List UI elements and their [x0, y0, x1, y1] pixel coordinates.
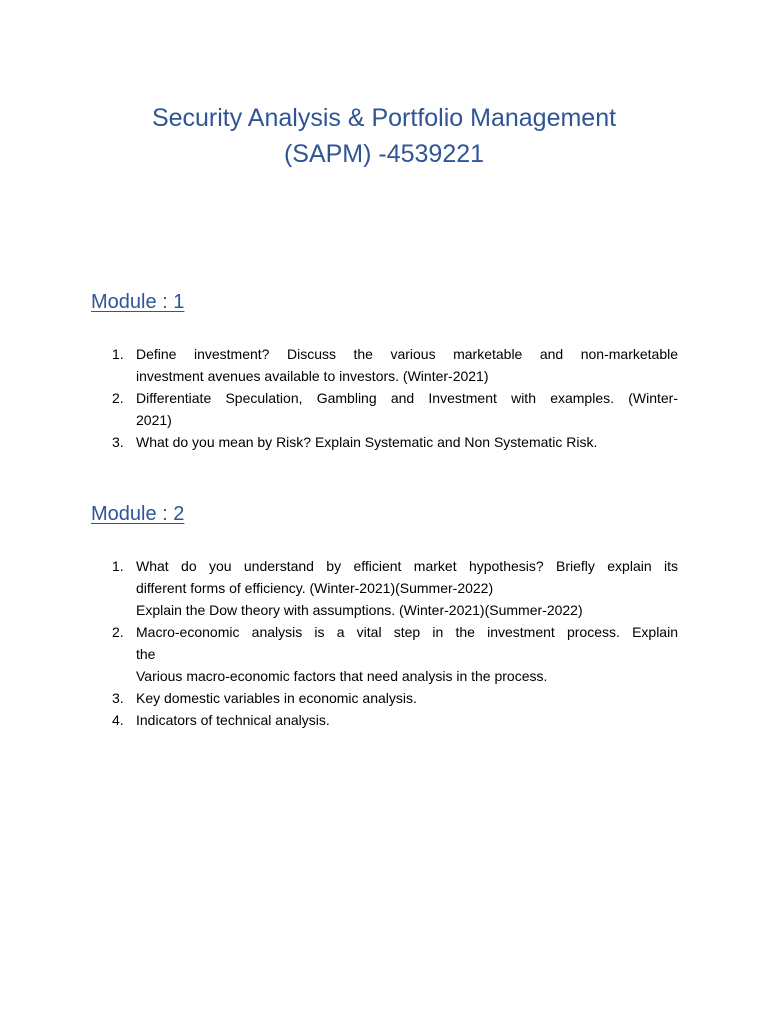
module-2-heading: Module : 2 — [91, 503, 185, 525]
question-number: 2. — [112, 624, 124, 640]
list-item — [0, 431, 768, 453]
question-text-line: What do you mean by Risk? Explain Systematic and Non Systematic Risk. — [136, 434, 598, 450]
question-text-line: Macro-economic analysis is a vital step in the investment process. Explain — [136, 624, 678, 640]
list-item — [0, 687, 768, 709]
document-title-line-1: Security Analysis & Portfolio Management — [151, 104, 617, 132]
question-text-line: Key domestic variables in economic analysis. — [136, 690, 417, 706]
document-title — [0, 100, 768, 172]
question-text-line: Differentiate Speculation, Gambling and Investment with examples. (Winter- — [136, 390, 678, 406]
question-text-line: the — [136, 646, 156, 662]
module-1-question-list — [0, 343, 768, 453]
question-text-line: Explain the Dow theory with assumptions. (Winter-2021)(Summer-2022) — [136, 602, 583, 618]
question-text-line: Indicators of technical analysis. — [136, 712, 330, 728]
list-item — [0, 343, 768, 387]
question-text-line: investment avenues available to investors. (Winter-2021) — [136, 368, 489, 384]
question-number: 1. — [112, 346, 124, 362]
question-text-line: 2021) — [136, 412, 172, 428]
module-1-heading: Module : 1 — [91, 291, 185, 313]
question-number: 2. — [112, 390, 124, 406]
question-text-line: What do you understand by efficient market hypothesis? Briefly explain its — [136, 558, 678, 574]
question-text-line: Various macro-economic factors that need analysis in the process. — [136, 668, 548, 684]
question-text-line: Define investment? Discuss the various marketable and non-marketable — [136, 346, 678, 362]
question-number: 4. — [112, 712, 124, 728]
list-item — [0, 621, 768, 687]
list-item — [0, 387, 768, 431]
document-title-line-2: (SAPM) -4539221 — [283, 140, 485, 168]
question-number: 3. — [112, 690, 124, 706]
list-item — [0, 555, 768, 621]
module-2-question-list — [0, 555, 768, 731]
list-item — [0, 709, 768, 731]
question-number: 1. — [112, 558, 124, 574]
question-text-line: different forms of efficiency. (Winter-2021)(Summer-2022) — [136, 580, 494, 596]
question-number: 3. — [112, 434, 124, 450]
